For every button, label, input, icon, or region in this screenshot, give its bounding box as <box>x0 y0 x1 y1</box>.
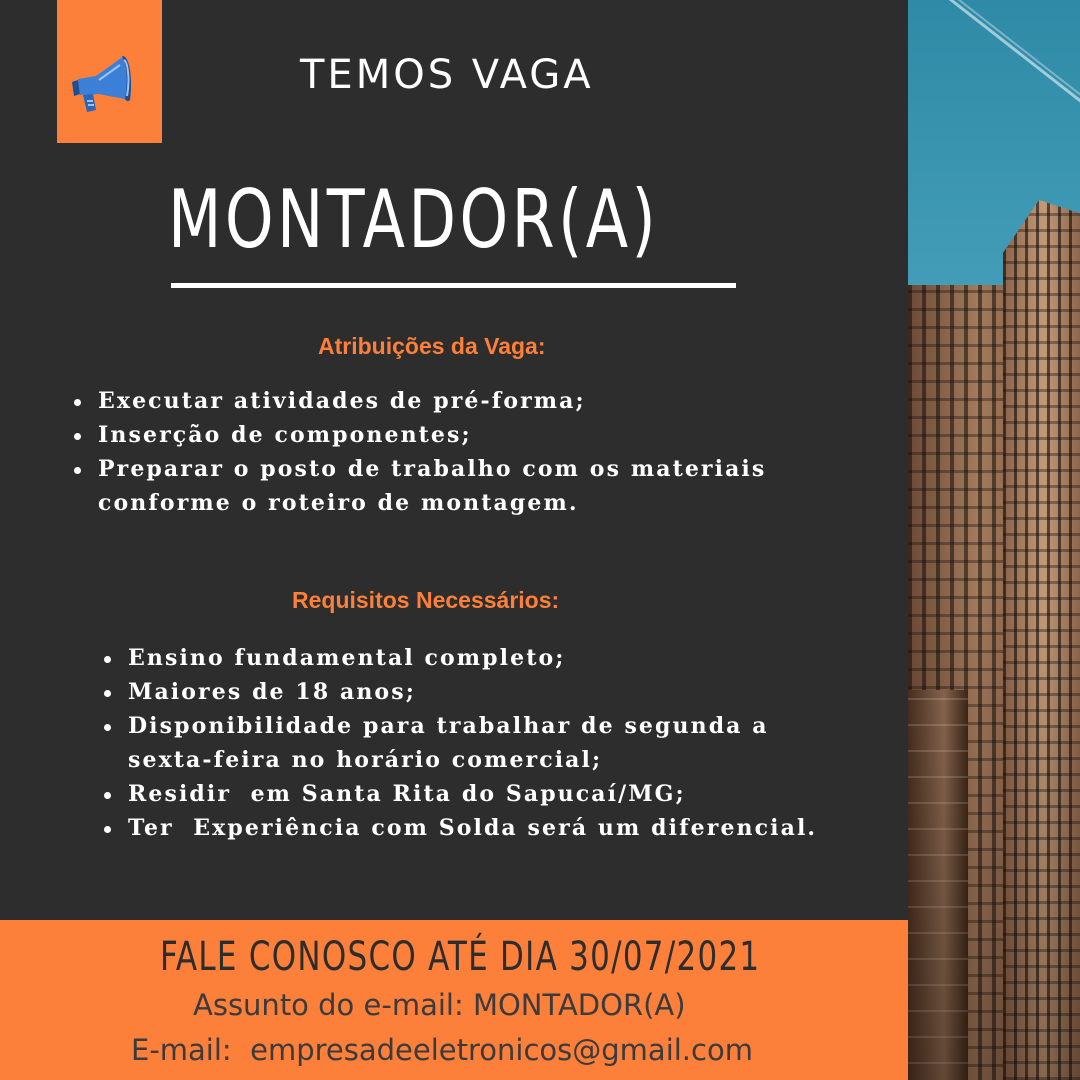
building-photo <box>908 0 1080 1080</box>
requirements-list <box>98 641 888 845</box>
title-underline <box>171 283 736 288</box>
list-item: Disponibilidade para trabalhar de segunda a sexta-feira no horário comercial; <box>98 709 888 777</box>
email-subject: Assunto do e-mail: MONTADOR(A) <box>193 988 686 1022</box>
photo-shade <box>908 0 1080 1080</box>
requirements-heading: Requisitos Necessários: <box>292 587 560 613</box>
list-item: Inserção de componentes; <box>68 418 898 452</box>
responsibilities-list <box>68 384 898 520</box>
contact-email: E-mail: empresadeeletronicos@gmail.com <box>131 1033 753 1067</box>
list-item: Ensino fundamental completo; <box>98 641 888 675</box>
list-item: Preparar o posto de trabalho com os materiais conforme o roteiro de montagem. <box>68 452 898 520</box>
megaphone-icon <box>66 50 138 120</box>
job-title: MONTADOR(A) <box>168 173 660 266</box>
list-item: Maiores de 18 anos; <box>98 675 888 709</box>
list-item: Executar atividades de pré-forma; <box>68 384 898 418</box>
kicker-heading: TEMOS VAGA <box>300 52 594 98</box>
list-item: Residir em Santa Rita do Sapucaí/MG; <box>98 777 888 811</box>
list-item: Ter Experiência com Solda será um diferencial. <box>98 811 888 845</box>
responsibilities-heading: Atribuições da Vaga: <box>318 333 546 359</box>
deadline-headline: FALE CONOSCO ATÉ DIA 30/07/2021 <box>160 934 761 980</box>
